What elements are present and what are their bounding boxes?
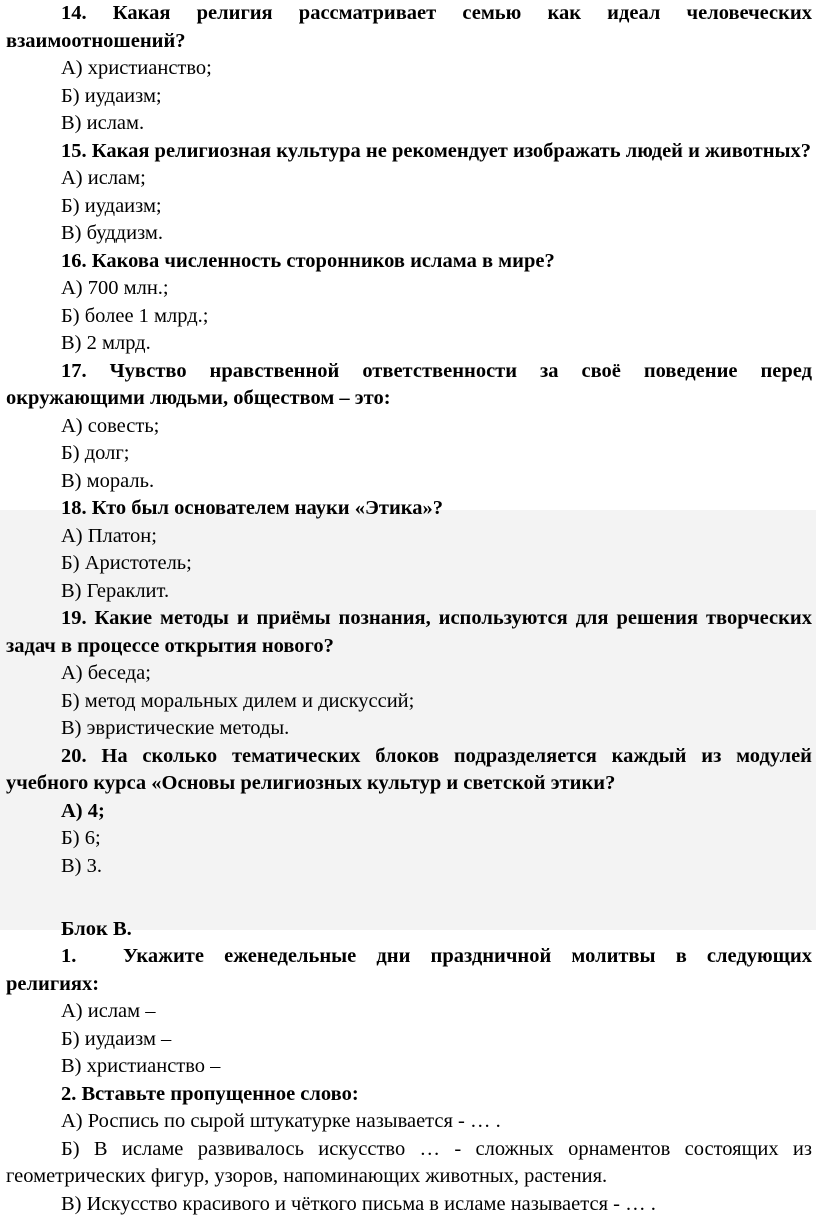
spacer [6, 880, 812, 908]
question-15: 15. Какая религиозная культура не рекомендует изображать людей и животных? [61, 139, 812, 162]
option: Б) иудаизм; [61, 84, 162, 107]
question-19: 19. Какие методы и приёмы познания, используются для решения творческих задач в процессе открытия нового? [6, 607, 812, 657]
question-14: 14. Какая религия рассматривает семью как идеал человеческих взаимоотношений? [6, 2, 812, 52]
option: В) эвристические методы. [61, 717, 290, 739]
fill-item: А) Роспись по сырой штукатурке называется - … . [61, 1110, 501, 1132]
task-number: 1. [61, 945, 77, 967]
option: Б) Аристотель; [61, 552, 192, 574]
question-20: 20. На сколько тематических блоков подразделяется каждый из модулей учебного курса «Основы религиозных культур и светской этики? [6, 744, 812, 794]
option: А) 700 млн.; [61, 277, 169, 299]
option: В) буддизм. [61, 222, 163, 244]
option: А) Платон; [61, 524, 157, 547]
option: В) мораль. [61, 469, 155, 492]
option: Б) более 1 млрд.; [61, 304, 209, 327]
spacer [6, 908, 812, 916]
block-b-task-2: 2. Вставьте пропущенное слово: [61, 1082, 359, 1105]
question-18: 18. Кто был основателем науки «Этика»? [61, 497, 444, 519]
option: В) ислам. [61, 112, 145, 134]
option-correct: А) 4; [61, 799, 105, 822]
question-17: 17. Чувство нравственной ответственности за своё поведение перед окружающими людьми, обществом – это: [6, 359, 812, 409]
option: Б) 6; [61, 827, 101, 849]
option: В) 2 млрд. [61, 332, 151, 354]
option: В) 3. [61, 854, 102, 877]
option: Б) иудаизм; [61, 194, 162, 217]
option: В) Гераклит. [61, 579, 170, 602]
option: Б) долг; [61, 442, 130, 464]
option: Б) иудаизм – [61, 1027, 172, 1050]
option: А) совесть; [61, 414, 160, 437]
block-b-title: Блок В. [61, 917, 132, 940]
fill-item: Б) В исламе развивалось искусство … - сложных орнаментов состоящих из геометрических фигур, узоров, напоминающих животных, растения. [6, 1137, 812, 1187]
task-text: Укажите еженедельные дни праздничной молитвы в следующих религиях: [6, 945, 812, 995]
option: А) христианство; [61, 57, 212, 79]
document-page [6, 0, 812, 1218]
question-16: 16. Какова численность сторонников ислама в мире? [61, 249, 555, 272]
option: А) ислам – [61, 1000, 156, 1022]
fill-item: В) Искусство красивого и чёткого письма в исламе называется - … . [61, 1192, 656, 1215]
option: А) беседа; [61, 662, 151, 684]
block-b-task-1 [6, 943, 812, 998]
option: Б) метод моральных дилем и дискуссий; [61, 689, 415, 712]
option: В) христианство – [61, 1055, 221, 1077]
option: А) ислам; [61, 167, 146, 189]
